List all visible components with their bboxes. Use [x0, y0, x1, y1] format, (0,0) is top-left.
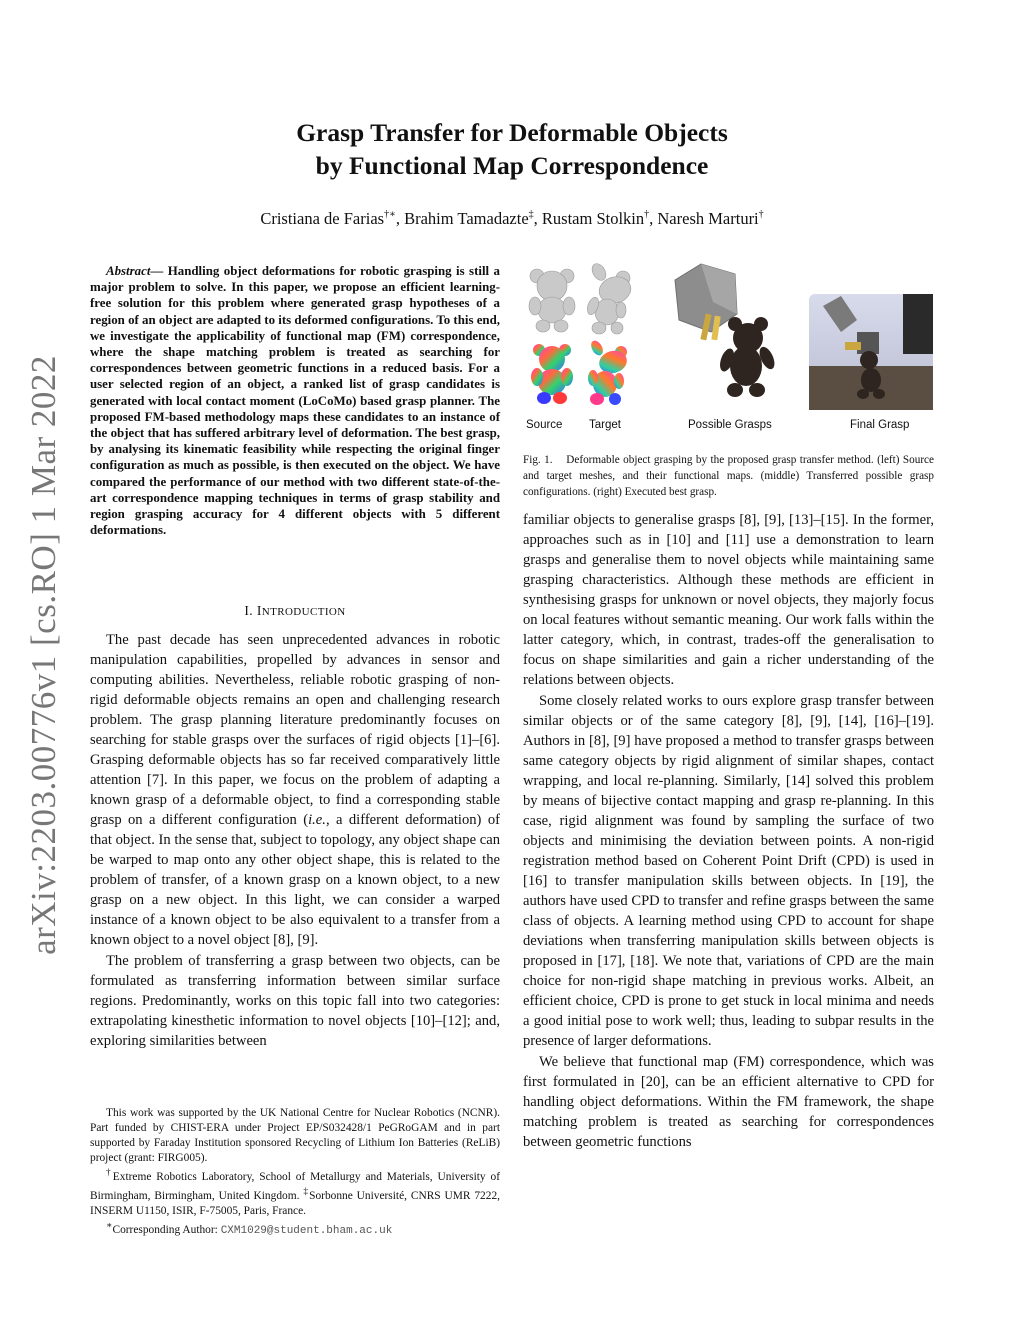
author-mark: †: [644, 209, 650, 220]
footnotes: [90, 1106, 500, 1238]
label-possible-grasps: Possible Grasps: [688, 419, 772, 431]
section-number: I.: [244, 603, 257, 618]
title-line-2: by Functional Map Correspondence: [315, 151, 709, 180]
affil-text: Extreme Robotics Laboratory, School of Metallurgy and Materials, University of Birmingham, Birmingham, United Kingdom.: [90, 1170, 501, 1202]
source-functional-map: [531, 344, 573, 404]
paragraph-italic: i.e.: [308, 812, 326, 828]
corresponding-email[interactable]: CXM1029@student.bham.ac.uk: [220, 1224, 393, 1237]
author-list: [0, 209, 1024, 229]
paragraph: Some closely related works to ours explore grasp transfer between similar objects or of the same category [8], [9], [14], [16]–[19]. Authors in [8], [9] have proposed a method to transfer grasps between same category objects by rigid alignment of similar shapes, contact wrapping, and local re-planning. Similarly, [14] solved this problem by means of bijective contact mapping and grasp re-planning. In this case, rigid alignment was found by sampling the surface of two objects and minimising the deviation between points. A non-rigid registration method based on Coherent Point Drift (CPD) is used in [16] to transfer manipulation skills between objects. In [19], the authors have used CPD to transfer and refine grasps between the same class of objects. A learning method using CPD to account for shape deviations when transferring manipulation skills between objects is proposed in [17], [18]. We note that, variations of CPD are the main choice for non-rigid shape matching in previous works. Albeit, an efficient choice, CPD is prone to get stuck in local minima and needs a good initial pose to work well; thus, leading to subpar results in the presence of larger deformations.: [523, 693, 934, 1049]
label-final-grasp: Final Grasp: [850, 419, 910, 431]
paragraph-text: The problem of transferring a grasp between two objects, can be formulated as transferring information between similar surface regions. Predominantly, works on this topic fall into two categories: extrapolating kinesthetic information to novel objects [10]–[12]; and, exploring similarities between: [90, 953, 500, 1049]
section-title-rest: NTRODUCTION: [261, 606, 346, 618]
author-mark: †: [758, 209, 764, 220]
paragraph: [90, 951, 500, 1051]
abstract: [90, 263, 500, 538]
affil-mark: †: [106, 1168, 113, 1178]
arxiv-identifier: [14, 355, 74, 955]
label-target: Target: [589, 419, 621, 431]
abstract-label: Abstract: [106, 264, 151, 278]
caption-label: Fig. 1.: [523, 454, 553, 466]
author-mark: †∗: [384, 209, 396, 220]
target-mesh-bear: [585, 262, 634, 334]
author-name: Brahim Tamadazte: [404, 209, 529, 228]
introduction-body: [90, 630, 500, 1052]
paragraph: familiar objects to generalise grasps [8], [9], [13]–[15]. In the former, approaches such as in [10] and [11] use a demonstration to learn grasps and generalise them to novel objects while maintaining same grasping characteristics. Although these methods are efficient in synthesising grasps for unknown or novel objects, they majorly focus on local features without semantic meaning. Our work falls within the latter category, which, in contrast, trades-off the generalisation to focus on shape similarities and gain a richer understanding of the relations between objects.: [523, 512, 934, 688]
author-name: Rustam Stolkin: [541, 209, 645, 228]
right-column-body: [523, 510, 934, 1153]
figure-1-graphic: [523, 262, 934, 422]
possible-grasps-graphic: [675, 264, 778, 397]
affil-mark: ‡: [303, 1186, 310, 1197]
author-mark: ‡: [528, 209, 534, 220]
funding-note: This work was supported by the UK National Centre for Nuclear Robotics (NCNR). Part funded by CHIST-ERA under Project EP/S032428/1 PeGRoGAM and in part supported by Faraday Institution sponsored Recycling of Lithium Ion Batteries (ReLiB) project (grant: FIRG005).: [90, 1107, 500, 1164]
source-mesh-bear: [529, 269, 575, 332]
paragraph-text: The past decade has seen unprecedented advances in robotic manipulation capabilities, propelled by advances in sensor and computing abilities. Nevertheless, reliable robotic grasping of non-rigid deformable objects remains an open and challenging research problem. The grasp planning literature predominantly focuses on searching for stable grasps over the surfaces of rigid objects [1]–[6]. Grasping deformable objects has so far received comparatively little attention [7]. In this paper, we focus on the problem of adapting a known grasp of a deformable object, to find a corresponding stable grasp on a different configuration (: [90, 632, 500, 828]
final-grasp-photo: [809, 294, 933, 410]
figure-1: [523, 262, 934, 444]
section-heading-introduction: [90, 603, 500, 619]
author-separator: ,: [395, 209, 405, 228]
abstract-text: Handling object deformations for robotic grasping is still a major problem to solve. In this paper, we propose an efficient learning-free solution for this problem where generated grasp hypotheses of a region of an object are adapted to its deformed configurations. To this end, we investigate the applicability of functional map (FM) correspondence, where the shape matching problem is treated as searching for correspondences between geometric functions in a reduced basis. For a user selected region of an object, a ranked list of grasp candidates is generated with local contact moment (LoCoMo) based grasp planner. The proposed FM-based methodology maps these candidates to an instance of the object that has suffered arbitrary level of deformation. The best grasp, by analysing its kinematic feasibility while respecting the original finger configuration as much as possible, is then executed on the object. We have compared the performance of our method with two different state-of-the-art correspondence mapping techniques in terms of grasp stability and region grasping accuracy for 4 different objects with 5 different deformations.: [90, 264, 500, 538]
caption-text: Deformable object grasping by the proposed grasp transfer method. (left) Source and target meshes, and their functional maps. (middle) Transferred possible grasp configurations. (right) Executed best grasp.: [523, 454, 934, 498]
author-separator: ,: [533, 209, 542, 228]
author-separator: ,: [649, 209, 658, 228]
author-name: Cristiana de Farias: [260, 209, 385, 228]
title-line-1: Grasp Transfer for Deformable Objects: [296, 118, 728, 147]
abstract-dash: —: [150, 264, 168, 278]
section-initial: I: [256, 603, 262, 618]
paragraph: [90, 630, 500, 950]
author-name: Naresh Marturi: [657, 209, 759, 228]
figure-1-caption: [523, 452, 934, 500]
arxiv-id-text: arXiv:2203.00776v1 [cs.RO] 1 Mar 2022: [24, 355, 63, 955]
corr-label: Corresponding Author:: [112, 1223, 221, 1236]
corr-mark: ∗: [106, 1220, 113, 1231]
affiliation-note: [90, 1166, 500, 1219]
label-source: Source: [526, 419, 563, 431]
affil-text: Sorbonne Université, CNRS UMR 7222, INSERM U1150, ISIR, F-75005, Paris, France.: [90, 1189, 500, 1217]
target-functional-map: [588, 339, 629, 405]
paragraph-text-continued: , a different deformation) of that object. In the sense that, subject to topology, any object shape can be warped to map onto any other object shape, this is related to the problem of transfer, of a known grasp on a known object, to a new grasp on a new object. In this light, we can consider a warped instance of a known object to be also equivalent to a transfer from a known object to a novel object [8], [9].: [90, 812, 500, 948]
paragraph: We believe that functional map (FM) correspondence, which was first formulated in [20], can be an efficient alternative to CPD for handling object deformations. Within the FM framework, the shape matching problem is treated as searching for correspondences between geometric functions: [523, 1054, 934, 1150]
paper-title: [0, 116, 1024, 182]
corresponding-note: [90, 1219, 500, 1239]
